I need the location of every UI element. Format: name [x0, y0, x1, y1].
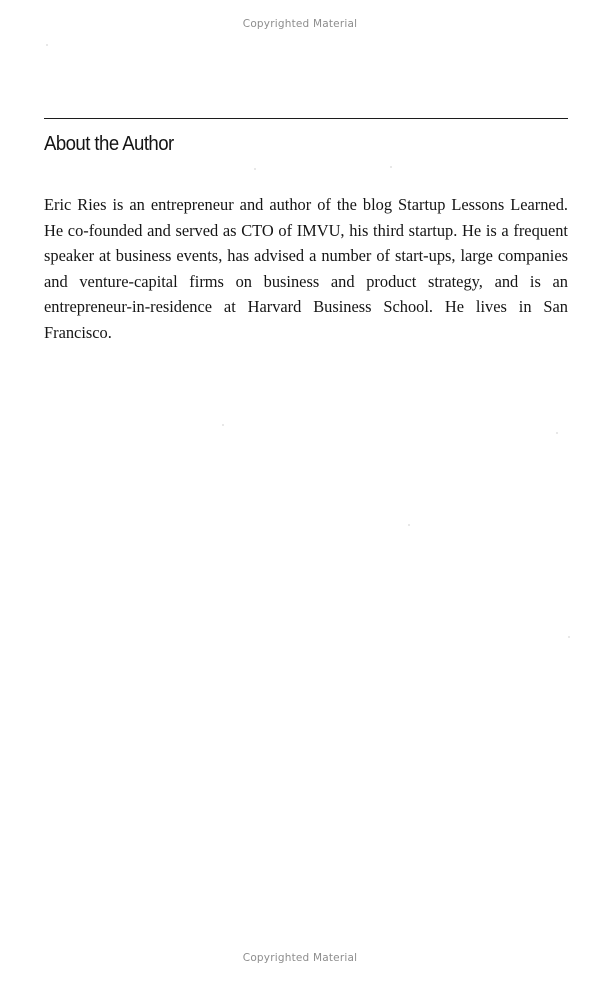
paper-speck	[390, 166, 392, 168]
paper-speck	[222, 424, 224, 426]
page-content	[44, 118, 568, 346]
page-title: About the Author	[44, 133, 174, 155]
copyright-watermark-top: Copyrighted Material	[242, 18, 358, 30]
paper-speck	[556, 432, 558, 434]
heading-divider	[44, 118, 568, 119]
paper-speck	[46, 44, 48, 46]
paper-speck	[568, 636, 570, 638]
copyright-watermark-bottom: Copyrighted Material	[242, 952, 358, 964]
paper-speck	[254, 168, 256, 170]
author-bio-paragraph: Eric Ries is an entrepreneur and author of the blog Startup Lessons Learned. He co-founded and served as CTO of IMVU, his third startup. He is a frequent speaker at business events, has advised a number of start-ups, large companies and venture-capital firms on business and product strategy, and is an entrepreneur-in-residence at Harvard Business School. He lives in San Francisco.	[44, 195, 568, 342]
paper-speck	[408, 524, 410, 526]
